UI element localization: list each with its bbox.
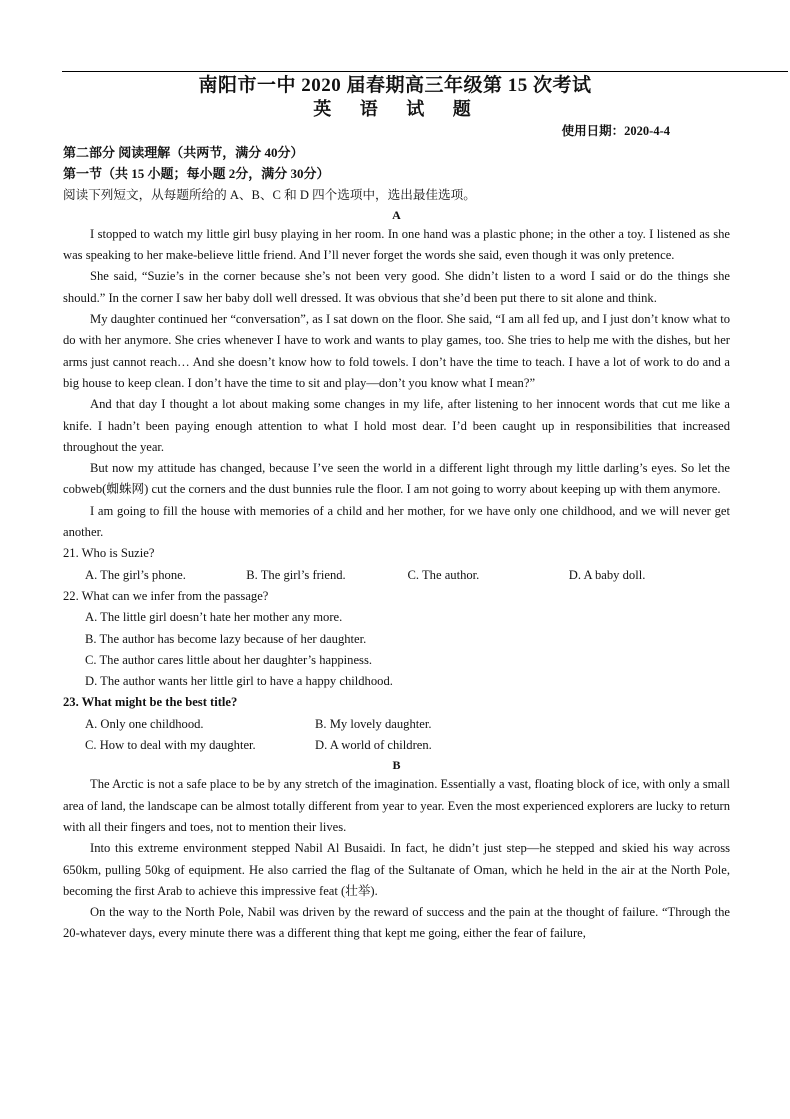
option-c: C. How to deal with my daughter. <box>85 738 256 753</box>
passage-a-label: A <box>392 207 401 222</box>
option-a: A. Only one childhood. <box>85 716 204 731</box>
option-a: A. The little girl doesn’t hate her mother any more. <box>85 610 343 625</box>
option-c: C. The author. <box>407 567 480 582</box>
top-rule <box>62 71 788 72</box>
question-options <box>63 565 730 586</box>
option-d: D. A baby doll. <box>568 567 646 582</box>
passage-a-paragraph: I stopped to watch my little girl busy playing in her room. In one hand was a plastic phone; in the other a toy. I listened as she was speaking to her make-believe little friend. And I’ll never forget the words she said, even though it was only pretence. <box>63 226 730 263</box>
question-stem: 23. What might be the best title? <box>63 695 238 710</box>
question-options <box>63 607 730 692</box>
passage-a-paragraph: My daughter continued her “conversation”, as I sat down on the floor. She said, “I am all fed up, and I just don’t know what to do with her anymore. She cries whenever I have to work and wants to play games, too. She tries to help me with the dishes, but her arms just cannot reach… And she doesn’t know how to fold towels. I don’t have the time to teach. I have a lot of work to do and a big house to keep clean. I don’t have the time to sit and play—don’t you know what I mean?” <box>63 312 730 390</box>
exam-subtitle: 英 语 试 题 <box>313 99 477 119</box>
passage-a-paragraph: She said, “Suzie’s in the corner because she’s not been very good. She didn’t listen to a word I said or do the things she should.” In the corner I saw her baby doll well dressed. It was obvious that she’d been put there to sit alone and think. <box>63 269 730 305</box>
part-heading: 第二部分 阅读理解（共两节，满分 40分） <box>63 145 304 160</box>
option-b: B. The girl’s friend. <box>246 567 346 582</box>
passage-b-label: B <box>392 758 401 773</box>
question-stem: 21. Who is Suzie? <box>63 546 155 561</box>
option-b: B. The author has become lazy because of her daughter. <box>85 631 367 646</box>
passage-b-paragraph: On the way to the North Pole, Nabil was driven by the reward of success and the pain at the thought of failure. “Through the 20-whatever days, every minute there was a different thing that kept me going, either the fear of failure, <box>63 905 730 941</box>
option-d: D. A world of children. <box>315 738 432 753</box>
passage-a-paragraph: I am going to fill the house with memories of a child and her mother, for we have only one childhood, and we will never get another. <box>63 503 730 540</box>
question-options <box>63 714 730 735</box>
exam-content <box>63 142 730 945</box>
exam-title: 南阳市一中 2020 届春期高三年级第 15 次考试 <box>198 75 592 96</box>
passage-a-paragraph: But now my attitude has changed, because I’ve seen the world in a different light through my little darling’s eyes. So let the cobweb(蜘蛛网) cut the corners and the dust bunnies rule the floor. I am not going to worry about keeping up with them anymore. <box>63 461 730 497</box>
option-d: D. The author wants her little girl to have a happy childhood. <box>85 674 393 689</box>
passage-b-paragraph: Into this extreme environment stepped Nabil Al Busaidi. In fact, he didn’t just step—he stepped and skied his way across 650km, pulling 50kg of equipment. He also carried the flag of the Sultanate of Oman, which he held in the air at the North Pole, becoming the first Arab to achieve this impressive feat (壮举). <box>63 841 730 898</box>
passage-b-paragraph: The Arctic is not a safe place to be by any stretch of the imagination. Essentially a vast, floating block of ice, with only a small area of land, the landscape can be almost totally different from year to year. Even the most experienced explorers are lucky to return with all their fingers and toes, not to mention their lives. <box>63 777 730 834</box>
option-a: A. The girl’s phone. <box>85 567 186 582</box>
option-c: C. The author cares little about her daughter’s happiness. <box>85 652 373 667</box>
exam-date: 使用日期：2020-4-4 <box>561 124 670 138</box>
instruction-text: 阅读下列短文，从每题所给的 A、B、C 和 D 四个选项中，选出最佳选项。 <box>63 187 476 202</box>
question-options <box>63 735 730 756</box>
question-stem: 22. What can we infer from the passage? <box>63 588 269 603</box>
option-b: B. My lovely daughter. <box>315 716 432 731</box>
section-heading: 第一节（共 15 小题；每小题 2分，满分 30分） <box>63 166 330 182</box>
passage-a-paragraph: And that day I thought a lot about making some changes in my life, after listening to her innocent words that cut me like a knife. I hadn’t been paying enough attention to what I hold most dear. I’d been caught up in responsibilities that increased throughout the year. <box>63 397 730 454</box>
